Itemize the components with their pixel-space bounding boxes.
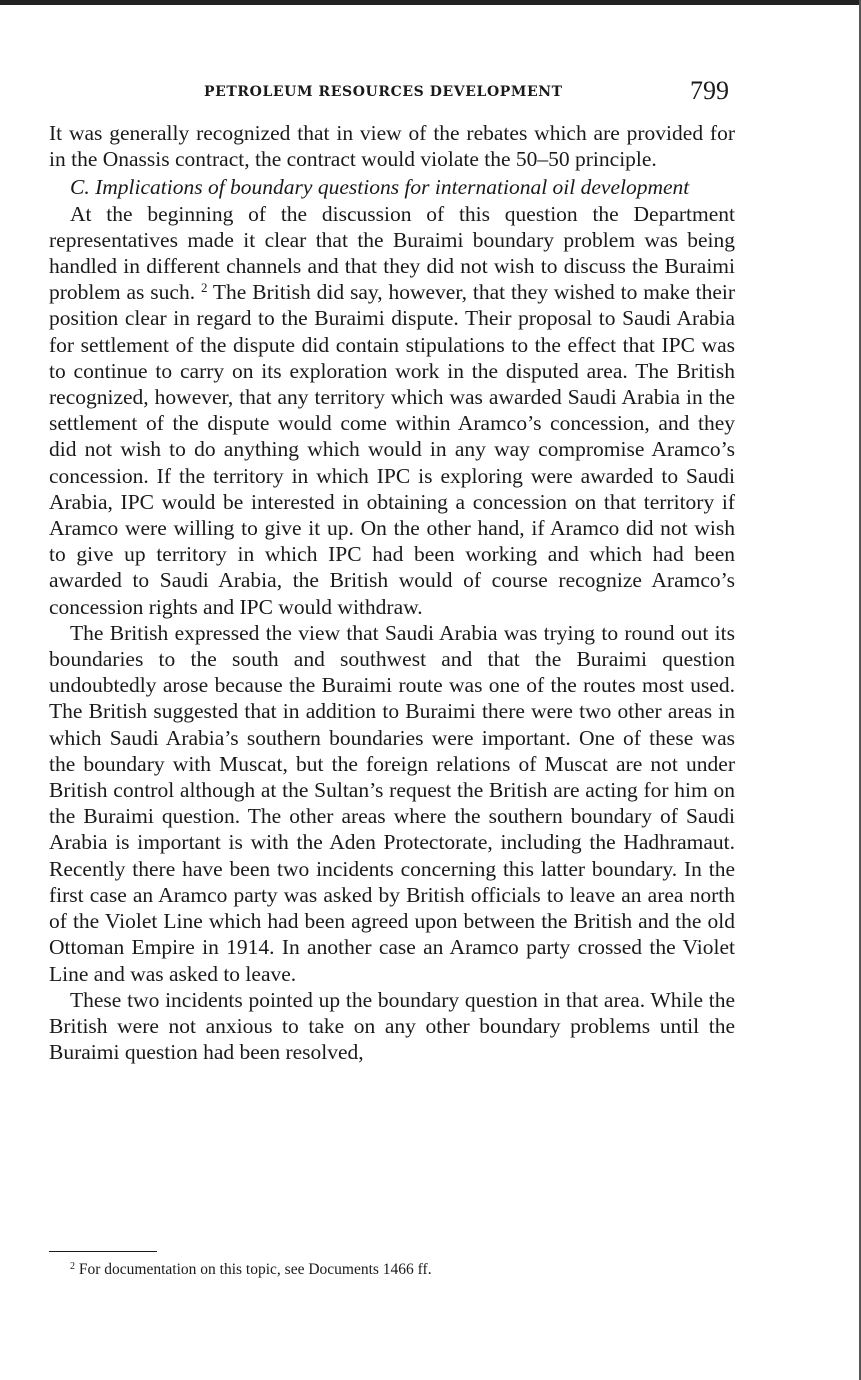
running-title: PETROLEUM RESOURCES DEVELOPMENT — [204, 84, 563, 100]
footnote-rule — [49, 1251, 157, 1252]
paragraph-2-text-a: At the beginning of the discussion of this question the Department representatives made it clear that the Buraimi boundary problem was being handled in different channels and that they did not wish to discuss the Buraimi problem as such. — [49, 201, 735, 305]
footnote — [70, 1260, 735, 1280]
paragraph-2 — [49, 201, 735, 620]
footnote-reference[interactable]: 2 — [200, 280, 208, 296]
paragraph-4: These two incidents pointed up the boundary question in that area. While the British were not anxious to take on any other boundary problems until the Buraimi question had been resolved, — [49, 987, 735, 1065]
page-number: 799 — [690, 76, 729, 105]
paragraph-3: The British expressed the view that Saudi Arabia was trying to round out its boundaries to the south and southwest and that the Buraimi question undoubtedly arose because the Buraimi route was one of the routes most used. The British suggested that in addition to Buraimi there were two other areas in which Saudi Arabia’s southern boundaries were important. One of these was the boundary with Muscat, but the foreign relations of Muscat are not under British control although at the Sultan’s request the British are acting for him on the Buraimi question. The other areas where the southern boundary of Saudi Arabia is important is with the Aden Protectorate, including the Hadhramaut. Recently there have been two incidents concerning this latter boundary. In the first case an Aramco party was asked by British officials to leave an area north of the Violet Line which had been agreed upon between the British and the old Ottoman Empire in 1914. In another case an Aramco party crossed the Violet Line and was asked to leave. — [49, 620, 735, 986]
running-head — [0, 76, 861, 110]
body-text — [49, 120, 735, 1065]
paragraph-2-text-b: The British did say, however, that they wished to make their position clear in regard to the Buraimi dispute. Their proposal to Saudi Arabia for settlement of the dispute did contain stipulations to the effect that IPC was to continue to carry on its exploration work in the disputed area. The British recognized, however, that any territory which was awarded Saudi Arabia in the settlement of the dispute would come within Aramco’s concession, and they did not wish to do anything which would in any way compromise Aramco’s concession. If the territory in which IPC is exploring were awarded to Saudi Arabia, IPC would be interested in obtaining a concession on that territory if Aramco were willing to give it up. On the other hand, if Aramco did not wish to give up territory in which IPC had been working and which had been awarded to Saudi Arabia, the British would of course recognize Aramco’s concession rights and IPC would withdraw. — [49, 280, 736, 619]
footnote-marker: 2 — [70, 1261, 75, 1272]
section-heading: C. Implications of boundary questions for international oil development — [70, 175, 690, 200]
paragraph-1: It was generally recognized that in view of the rebates which are provided for in the Onassis contract, the contract would violate the 50–50 principle. — [49, 121, 735, 172]
footnote-text: For documentation on this topic, see Documents 1466 ff. — [75, 1261, 432, 1278]
top-edge-rule — [0, 0, 861, 5]
